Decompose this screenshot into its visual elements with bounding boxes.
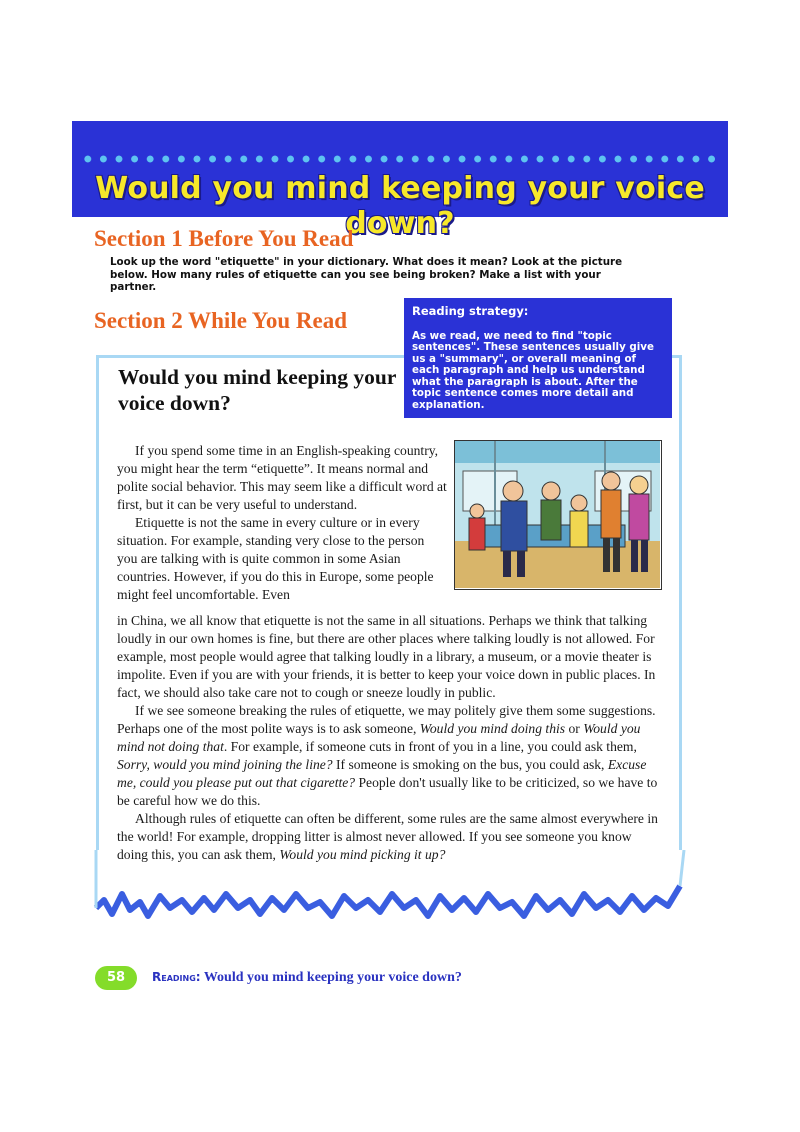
section-1-heading: Section 1 Before You Read	[94, 226, 354, 251]
article-title: Would you mind keeping your voice down?	[118, 365, 396, 415]
section-1-instructions: Look up the word "etiquette" in your dictionary. What does it mean? Look at the picture below. How many rules of etiquette can you see being broken? Make a list with your partner.	[110, 256, 623, 293]
section-2-heading: Section 2 While You Read	[94, 308, 348, 333]
article-body-main	[117, 612, 663, 864]
paragraph-1: If you spend some time in an English-speaking country, you might hear the term “etiquette”. It means normal and polite social behavior. This may seem like a difficult word at first, but it can be very useful to understand.	[117, 443, 447, 512]
article-body-top	[117, 442, 447, 604]
page-number: 58	[95, 966, 137, 990]
footer-running-title	[152, 970, 462, 986]
page-title: Would you mind keeping your voice down?	[95, 171, 705, 241]
paragraph-3: If we see someone breaking the rules of etiquette, we may politely give them some suggestions. Perhaps one of the most polite ways is to ask someone, Would you mind doing this or Would you mind not doing that. For example, if someone cuts in front of you in a line, you could ask them, Sorry, would you mind joining the line? If someone is smoking on the bus, you could ask, Excuse me, could you please put out that cigarette? People don't usually like to be criticized, so we have to be careful how we do this.	[117, 703, 658, 808]
footer-label: Reading:	[152, 970, 201, 984]
footer-title: Would you mind keeping your voice down?	[203, 970, 462, 985]
reading-strategy-title: Reading strategy:	[412, 304, 529, 318]
banner-dots	[80, 154, 720, 164]
reading-strategy-text: As we read, we need to find "topic sentences". These sentences usually give us a "summary", or overall meaning of each paragraph and help us understand what the paragraph is about. After the topic sentence comes more detail and explanation.	[412, 329, 654, 411]
reading-strategy-box	[404, 298, 672, 418]
paragraph-2-start: Etiquette is not the same in every culture or in every situation. For example, standing very close to the person you are talking with is quite common in some Asian countries. However, if you do this in Europe, some people might feel uncomfortable. Even	[117, 515, 434, 602]
paragraph-2-end: in China, we all know that etiquette is not the same in all situations. Perhaps we think that talking loudly in our own homes is fine, but there are other places where talking loudly is not allowed. For example, most people would agree that talking loudly in a library, a museum, or a movie theater is impolite. Even if you are with your friends, it is better to keep your voice down in public places. In fact, we should also take care not to cough or sneeze loudly in public.	[117, 613, 656, 700]
bus-illustration	[454, 440, 662, 590]
paragraph-4: Although rules of etiquette can often be different, some rules are the same almost everywhere in the world! For example, dropping litter is almost never allowed. If you see someone you know doing this, you can ask them, Would you mind picking it up?	[117, 811, 658, 862]
